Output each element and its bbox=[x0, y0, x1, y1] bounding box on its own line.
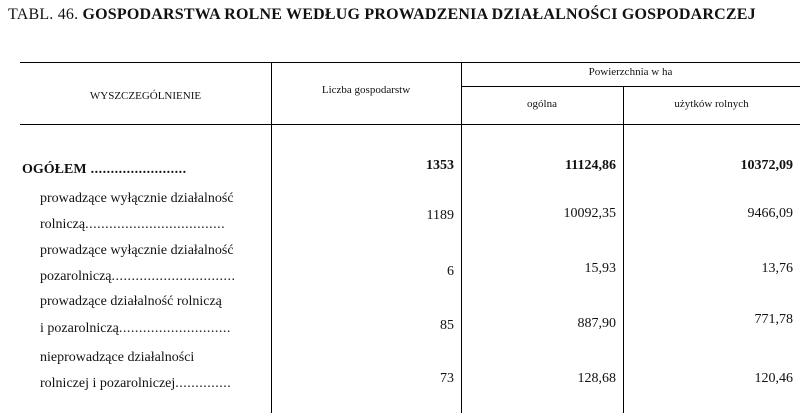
row-4-area-total: 128,68 bbox=[577, 371, 616, 386]
header-top-rule bbox=[20, 62, 800, 63]
row-3-area-agri: 771,78 bbox=[754, 312, 793, 327]
row-2-area-agri: 13,76 bbox=[761, 261, 793, 276]
column-divider-1 bbox=[271, 62, 272, 413]
row-3-label-line2 bbox=[40, 321, 231, 337]
row-1-area-agri: 9466,09 bbox=[747, 206, 793, 221]
row-total-farms: 1353 bbox=[426, 158, 454, 173]
row-1-leader: ................................... bbox=[85, 217, 226, 232]
row-3-leader: ............................ bbox=[118, 321, 231, 336]
table-number: TABL. 46. bbox=[8, 6, 79, 23]
row-3-area-total: 887,90 bbox=[577, 316, 616, 331]
row-total-label bbox=[22, 162, 187, 178]
row-1-label-line2 bbox=[40, 217, 225, 233]
row-3-farms: 85 bbox=[440, 318, 454, 333]
column-divider-2 bbox=[461, 62, 462, 413]
row-1-farms: 1189 bbox=[426, 208, 454, 223]
row-3-label-text: i pozarolniczą bbox=[40, 321, 119, 336]
header-area-total: ogólna bbox=[527, 98, 557, 110]
row-2-label-text: pozarolniczą bbox=[40, 269, 112, 284]
header-area: Powierzchnia w ha bbox=[588, 66, 673, 78]
row-3-label-line1: prowadzące działalność rolniczą bbox=[40, 294, 222, 309]
header-item: WYSZCZEGÓLNIENIE bbox=[89, 90, 202, 102]
row-2-label-line2 bbox=[40, 269, 236, 285]
header-farms: Liczba gospodarstw bbox=[321, 84, 411, 96]
table-heading: GOSPODARSTWA ROLNE WEDŁUG PROWADZENIA DZIAŁALNOŚCI GOSPODARCZEJ bbox=[82, 6, 756, 23]
row-2-farms: 6 bbox=[447, 264, 454, 279]
row-1-label-text: rolniczą bbox=[40, 217, 86, 232]
row-4-leader: .............. bbox=[175, 376, 232, 391]
row-total-area-agri: 10372,09 bbox=[740, 158, 793, 173]
row-total-leader: ........................ bbox=[86, 162, 187, 177]
table-title bbox=[8, 6, 756, 24]
row-1-area-total: 10092,35 bbox=[563, 206, 616, 221]
row-4-label-line2 bbox=[40, 376, 231, 392]
row-2-label-line1: prowadzące wyłącznie działalność bbox=[40, 243, 234, 258]
header-area-agri: użytków rolnych bbox=[674, 98, 749, 110]
header-bottom-rule bbox=[20, 124, 800, 125]
row-1-label-line1: prowadzące wyłącznie działalność bbox=[40, 191, 234, 206]
row-total-area-total: 11124,86 bbox=[565, 158, 616, 173]
row-4-area-agri: 120,46 bbox=[754, 371, 793, 386]
row-total-name: OGÓŁEM bbox=[22, 162, 87, 177]
column-divider-3 bbox=[623, 87, 624, 413]
row-2-area-total: 15,93 bbox=[584, 261, 616, 276]
area-sub-rule bbox=[461, 86, 800, 87]
row-4-label-line1: nieprowadzące działalności bbox=[40, 350, 195, 365]
row-2-leader: ............................... bbox=[111, 269, 236, 284]
row-4-farms: 73 bbox=[440, 371, 454, 386]
row-4-label-text: rolniczej i pozarolniczej bbox=[40, 376, 176, 391]
